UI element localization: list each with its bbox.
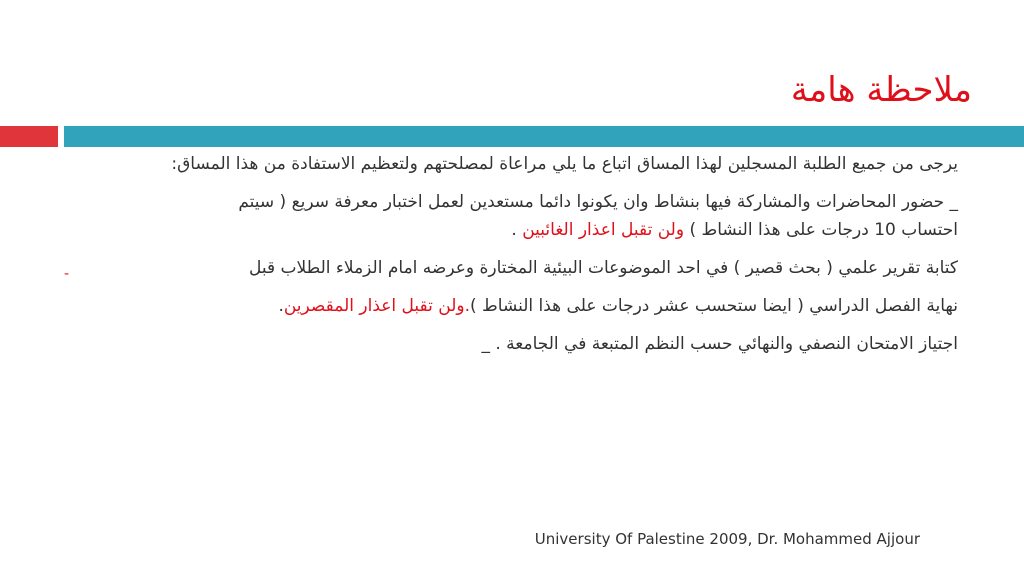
body-line-red-note: ولن تقبل اعذار الغائبين (522, 220, 685, 240)
body-line-text: اجتياز الامتحان النصفي والنهائي حسب النظم المتبعة في الجامعة . _ (481, 334, 958, 354)
body-line-text: احتساب 10 درجات على هذا النشاط ) (684, 220, 958, 240)
slide-footer: University Of Palestine 2009, Dr. Mohammed Ajjour (534, 530, 920, 548)
slide-body (58, 150, 958, 368)
body-line-report-cont (58, 292, 958, 320)
title-accent-bar-teal (64, 126, 1024, 147)
body-line-red-note: .ولن تقبل اعذار المقصرين (283, 296, 470, 316)
body-line-tail: . (278, 296, 284, 316)
slide-title: ملاحظة هامة (790, 70, 972, 110)
body-line-text: نهاية الفصل الدراسي ( ايضا ستحسب عشر درجات على هذا النشاط ) (470, 296, 958, 316)
body-line-report (58, 254, 958, 282)
body-line-attendance-cont (58, 216, 958, 244)
body-line-tail: . (511, 220, 523, 240)
body-line-text: _ حضور المحاضرات والمشاركة فيها بنشاط وان يكونوا دائما مستعدين لعمل اختبار معرفة سريع ( سيتم (238, 192, 958, 212)
body-line-attendance (58, 188, 958, 216)
title-accent-bar-red (0, 126, 58, 147)
body-line-text: كتابة تقرير علمي ( بحث قصير ) في احد الموضوعات البيئية المختارة وعرضه امام الزملاء الطلاب قبل (249, 258, 958, 278)
body-line-text: يرجى من جميع الطلبة المسجلين لهذا المساق اتباع ما يلي مراعاة لمصلحتهم ولتعظيم الاستفادة من هذا المساق: (171, 154, 958, 174)
body-line-intro (58, 150, 958, 178)
body-line-exams (58, 330, 958, 358)
bullet-marker: - (64, 266, 70, 282)
